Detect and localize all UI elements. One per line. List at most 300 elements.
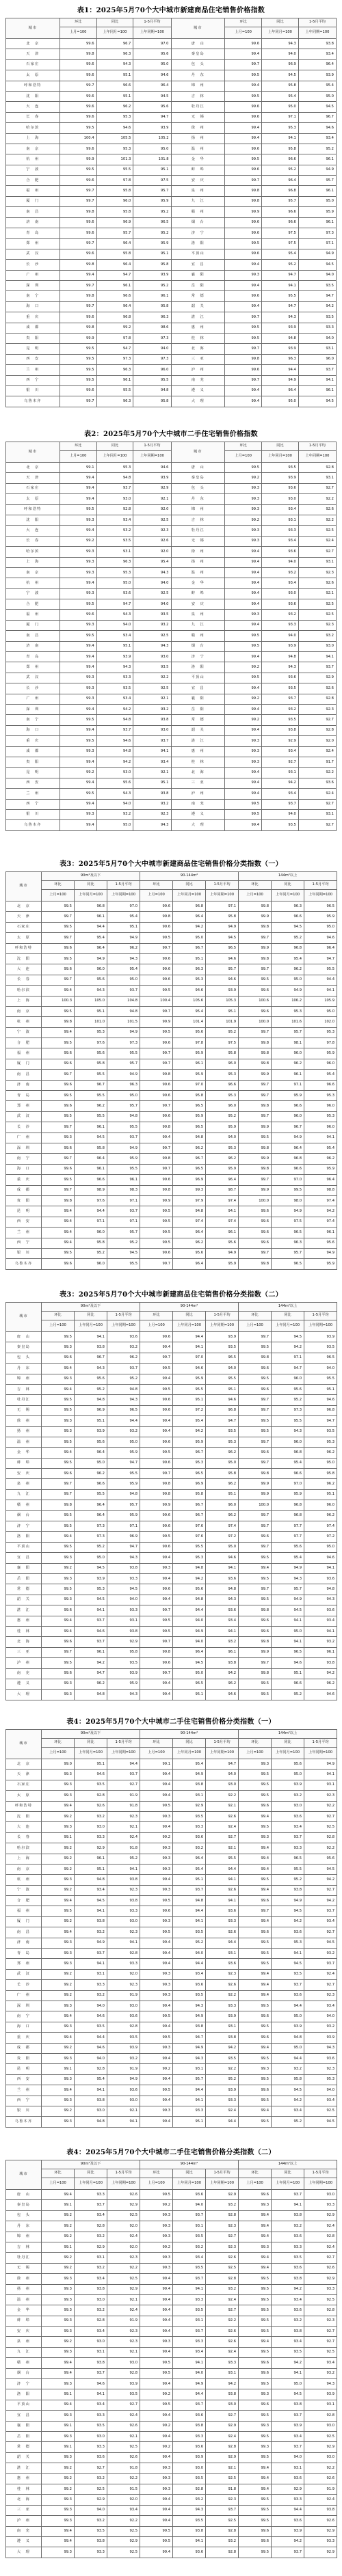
index-value: 97.0: [173, 1353, 206, 1363]
table-row: [6, 1510, 337, 1521]
index-value: 92.1: [107, 1822, 140, 1832]
index-value: 99.4: [225, 385, 262, 396]
table-row: [6, 1542, 337, 1552]
table-row: [6, 620, 337, 630]
city-name: 无 锡: [6, 2263, 42, 2273]
index-value: 93.3: [173, 1822, 206, 1832]
city-name: 天 津: [6, 49, 60, 59]
index-value: 92.6: [107, 2452, 140, 2463]
index-value: 92.3: [298, 567, 336, 578]
city-name: 岳 阳: [171, 280, 225, 290]
index-value: 95.0: [272, 1626, 304, 1636]
index-value: 99.6: [140, 1111, 173, 1122]
column-subheader: 上年同月=100: [75, 1748, 107, 1759]
index-value: 93.2: [75, 1927, 107, 1938]
column-group-header: 同比: [173, 2169, 206, 2178]
city-name: 青 岛: [6, 1091, 42, 1101]
index-value: 99.3: [225, 270, 262, 280]
index-value: 96.1: [298, 385, 336, 396]
index-value: 97.4: [304, 1217, 337, 1227]
index-value: 95.1: [173, 1395, 206, 1405]
index-value: 94.2: [272, 1916, 304, 1927]
index-value: 92.7: [206, 2305, 239, 2316]
index-value: 99.5: [239, 1770, 272, 1780]
index-value: 92.3: [107, 2337, 140, 2347]
index-value: 92.8: [298, 463, 336, 473]
city-name: 金 华: [6, 1448, 42, 1458]
city-name: 福 州: [6, 186, 60, 196]
city-name: 九 江: [6, 1489, 42, 1500]
index-value: 93.4: [75, 2274, 107, 2284]
index-value: 95.5: [206, 1374, 239, 1384]
index-value: 92.4: [206, 2106, 239, 2116]
index-value: 99.3: [42, 2001, 75, 2011]
index-value: 94.9: [272, 1896, 304, 1906]
index-value: 99.4: [60, 578, 96, 588]
index-value: 93.0: [75, 2337, 107, 2347]
index-value: 94.0: [75, 2053, 107, 2063]
index-value: 94.3: [96, 59, 133, 70]
city-name: 平顶山: [171, 249, 225, 259]
index-value: 93.4: [75, 1885, 107, 1895]
index-value: 94.0: [304, 1364, 337, 1374]
index-value: 99.5: [239, 1938, 272, 1948]
index-value: 99.9: [239, 1122, 272, 1133]
index-value: 93.2: [304, 2368, 337, 2378]
table-row: [6, 2106, 337, 2116]
column-group-header: 同比: [75, 881, 107, 890]
index-value: 93.5: [133, 610, 171, 620]
index-value: 93.4: [96, 694, 133, 704]
index-value: 99.5: [60, 736, 96, 746]
column-header-city: 城市: [171, 18, 225, 39]
index-value: 94.5: [75, 1896, 107, 1906]
city-name: 海 口: [6, 1164, 42, 1174]
index-value: 93.3: [107, 1959, 140, 1969]
city-name: 济 南: [6, 1080, 42, 1090]
index-value: 99.5: [239, 1791, 272, 1801]
index-value: 99.5: [42, 1906, 75, 1916]
index-value: 95.7: [272, 1584, 304, 1595]
index-value: 96.5: [133, 217, 171, 228]
table-row: [6, 2232, 337, 2242]
index-value: 99.4: [140, 2495, 173, 2505]
index-value: 93.6: [173, 2547, 206, 2558]
table-row: [6, 996, 337, 1006]
index-value: 92.9: [272, 2484, 304, 2494]
index-value: 92.9: [304, 2547, 337, 2558]
index-value: 99.6: [140, 1437, 173, 1447]
index-value: 93.8: [107, 1626, 140, 1636]
index-value: 92.6: [206, 2253, 239, 2263]
index-value: 99.3: [225, 494, 262, 504]
index-value: 93.1: [173, 1791, 206, 1801]
table-row: [6, 228, 337, 239]
header-row: [6, 442, 337, 451]
city-name: 银 川: [6, 385, 60, 396]
index-value: 95.8: [75, 1059, 107, 1069]
index-value: 99.5: [239, 1690, 272, 1700]
index-value: 92.1: [107, 2106, 140, 2116]
index-value: 99.0: [42, 1759, 75, 1770]
city-name: 石家庄: [6, 1780, 42, 1790]
index-value: 99.5: [140, 1801, 173, 1811]
table-row: [6, 2327, 337, 2337]
index-value: 94.3: [96, 610, 133, 620]
index-value: 93.5: [173, 2232, 206, 2242]
index-value: 99.3: [140, 2484, 173, 2494]
index-value: 95.3: [304, 2074, 337, 2085]
index-value: 99.5: [140, 1206, 173, 1217]
index-value: 92.0: [107, 2495, 140, 2505]
table-row: [6, 1690, 337, 1700]
index-value: 93.3: [173, 2337, 206, 2347]
index-value: 93.1: [75, 2347, 107, 2357]
index-value: 96.4: [75, 943, 107, 953]
table-row: [6, 270, 337, 280]
column-header-city: 城市: [6, 1303, 42, 1332]
city-name: 哈尔滨: [6, 1843, 42, 1854]
city-name: 成 都: [6, 1185, 42, 1195]
index-value: 92.7: [298, 547, 336, 557]
index-value: 99.5: [42, 1521, 75, 1532]
index-value: 99.5: [42, 1458, 75, 1468]
index-value: 95.0: [96, 578, 133, 588]
index-value: 94.4: [206, 1864, 239, 1874]
index-value: 93.3: [272, 2242, 304, 2252]
index-value: 95.1: [75, 1759, 107, 1770]
column-subheader: 上年同期=100: [206, 2178, 239, 2190]
index-value: 99.6: [42, 1164, 75, 1174]
city-name: 岳 阳: [6, 2431, 42, 2441]
index-value: 96.4: [96, 239, 133, 249]
index-value: 94.8: [272, 2033, 304, 2043]
index-value: 99.3: [42, 2516, 75, 2526]
column-subheader: 上年同月=100: [272, 890, 304, 901]
index-value: 91.8: [107, 2463, 140, 2473]
index-value: 96.4: [298, 59, 336, 70]
city-name: 长 沙: [6, 260, 60, 270]
index-value: 99.4: [239, 2232, 272, 2242]
index-value: 96.1: [173, 1059, 206, 1069]
index-value: 92.4: [304, 1969, 337, 1979]
table-row: [6, 144, 337, 154]
index-value: 96.0: [304, 1101, 337, 1111]
index-value: 94.5: [272, 2389, 304, 2400]
index-value: 95.3: [173, 1458, 206, 1468]
index-value: 95.1: [272, 1668, 304, 1679]
index-value: 99.6: [60, 112, 96, 122]
table-row: [6, 217, 337, 228]
index-value: 93.3: [262, 526, 299, 536]
index-value: 92.9: [206, 2421, 239, 2431]
index-value: 94.9: [173, 2043, 206, 2053]
index-value: 99.7: [225, 176, 262, 186]
index-value: 92.6: [107, 2190, 140, 2200]
table-row: [6, 2210, 337, 2221]
index-value: 99.5: [239, 1780, 272, 1790]
index-value: 96.3: [272, 901, 304, 912]
header-row: [6, 1312, 337, 1320]
index-value: 94.4: [173, 1332, 206, 1342]
index-value: 93.3: [206, 1916, 239, 1927]
index-value: 93.4: [262, 536, 299, 546]
index-value: 99.5: [42, 1038, 75, 1048]
index-value: 93.7: [272, 2547, 304, 2558]
index-value: 99.5: [239, 2347, 272, 2357]
index-value: 93.9: [262, 323, 299, 333]
index-value: 92.3: [304, 2316, 337, 2326]
index-value: 93.0: [107, 1916, 140, 1927]
index-value: 95.9: [304, 1048, 337, 1059]
city-name: 岳 阳: [6, 1573, 42, 1584]
city-name: 泉 州: [6, 2337, 42, 2347]
city-name: 郑 州: [6, 1959, 42, 1969]
index-value: 99.6: [140, 1542, 173, 1552]
index-value: 93.6: [262, 673, 299, 683]
index-value: 99.4: [140, 2452, 173, 2463]
index-value: 97.3: [133, 354, 171, 364]
index-value: 99.7: [140, 1059, 173, 1069]
index-value: 99.6: [140, 1038, 173, 1048]
index-value: 97.4: [206, 1195, 239, 1206]
index-value: 94.4: [304, 975, 337, 985]
index-value: 92.5: [133, 515, 171, 525]
index-value: 99.4: [42, 2526, 75, 2536]
index-value: 92.3: [107, 1980, 140, 1990]
index-value: 99.5: [225, 641, 262, 651]
index-value: 99.2: [42, 2106, 75, 2116]
index-value: 92.4: [206, 1822, 239, 1832]
index-value: 95.7: [96, 228, 133, 239]
index-value: 99.1: [42, 2442, 75, 2452]
table-row: [6, 1668, 337, 1679]
index-value: 99.9: [225, 207, 262, 217]
city-name: 长 春: [6, 1832, 42, 1843]
index-value: 96.2: [304, 1448, 337, 1458]
index-value: 99.5: [225, 333, 262, 343]
column-subheader: 上年同期=100: [133, 27, 171, 39]
index-value: 99.2: [140, 2389, 173, 2400]
index-value: 96.4: [75, 1448, 107, 1458]
city-name: 烟 台: [171, 641, 225, 651]
index-value: 93.3: [304, 2200, 337, 2210]
index-value: 99.9: [60, 154, 96, 165]
city-name: 天 津: [6, 473, 60, 483]
index-value: 93.6: [272, 2473, 304, 2484]
column-group-header: 同比: [173, 881, 206, 890]
index-value: 94.2: [272, 1342, 304, 1353]
table-row: [6, 1595, 337, 1605]
index-value: 99.1: [42, 1832, 75, 1843]
index-value: 95.0: [75, 1553, 107, 1563]
index-value: 95.8: [107, 1647, 140, 1657]
city-name: 济 宁: [171, 228, 225, 239]
table-row: [6, 504, 337, 515]
index-value: 92.3: [206, 2221, 239, 2232]
column-subheader: 上年同月=100: [272, 1748, 304, 1759]
index-value: 99.2: [42, 2253, 75, 2263]
index-value: 99.4: [140, 1949, 173, 1959]
index-value: 99.4: [140, 2347, 173, 2357]
index-value: 94.5: [75, 1595, 107, 1605]
index-value: 93.6: [107, 1332, 140, 1342]
city-name: 赣 州: [171, 631, 225, 641]
index-value: 93.8: [75, 2358, 107, 2368]
index-value: 92.2: [304, 2463, 337, 2473]
index-value: 99.2: [42, 2221, 75, 2232]
table-row: [6, 1616, 337, 1626]
column-subheader: 上月=100: [42, 1320, 75, 1332]
index-value: 93.3: [75, 1832, 107, 1843]
index-value: 93.4: [262, 504, 299, 515]
index-value: 93.5: [75, 2421, 107, 2431]
index-value: 93.0: [96, 494, 133, 504]
table-row: [6, 1101, 337, 1111]
index-value: 99.5: [60, 789, 96, 799]
index-value: 94.5: [107, 1584, 140, 1595]
index-value: 95.4: [173, 1416, 206, 1426]
index-value: 99.8: [239, 901, 272, 912]
index-value: 96.9: [96, 217, 133, 228]
index-value: 95.9: [272, 1489, 304, 1500]
index-value: 93.2: [304, 1637, 337, 1647]
index-value: 93.8: [75, 2096, 107, 2106]
index-value: 99.6: [140, 901, 173, 912]
index-value: 95.9: [206, 1164, 239, 1174]
table-row: [6, 2190, 337, 2200]
index-value: 99.5: [140, 1448, 173, 1458]
city-name: 大 理: [6, 1690, 42, 1700]
column-subheader: 上年同期=100: [107, 890, 140, 901]
table-row: [6, 207, 337, 217]
index-value: 92.3: [133, 809, 171, 819]
index-value: 101.8: [133, 154, 171, 165]
size-group-header: 90m²及以下: [42, 2160, 140, 2169]
index-value: 94.6: [206, 975, 239, 985]
index-value: 96.2: [304, 1679, 337, 1689]
city-name: 丹 东: [171, 70, 225, 81]
index-value: 92.6: [206, 2337, 239, 2347]
city-name: 成 都: [6, 746, 60, 757]
index-value: 94.3: [96, 662, 133, 673]
table-row: [6, 964, 337, 975]
index-value: 93.0: [262, 494, 299, 504]
index-value: 99.8: [140, 1479, 173, 1489]
city-name: 青 岛: [6, 652, 60, 662]
index-value: 95.8: [206, 1048, 239, 1059]
city-name: 大 理: [171, 820, 225, 830]
index-value: 95.3: [96, 463, 133, 473]
city-name: 青 岛: [6, 228, 60, 239]
index-value: 99.4: [239, 1811, 272, 1821]
index-value: 97.5: [262, 228, 299, 239]
index-value: 99.4: [225, 778, 262, 788]
table-row: [6, 704, 337, 714]
city-name: 桂 林: [171, 333, 225, 343]
column-group-header: 1-5月平均: [206, 1739, 239, 1748]
index-value: 105.2: [133, 133, 171, 144]
index-value: 99.4: [140, 1959, 173, 1969]
index-value: 94.1: [173, 1342, 206, 1353]
index-value: 99.3: [225, 610, 262, 620]
index-value: 99.2: [96, 323, 133, 333]
column-group-header: 环比: [140, 1739, 173, 1748]
city-name: 杭 州: [6, 578, 60, 588]
column-subheader: 上月=100: [140, 1748, 173, 1759]
index-value: 93.8: [75, 1916, 107, 1927]
index-value: 99.3: [225, 736, 262, 746]
city-name: 贵 阳: [6, 2053, 42, 2063]
index-value: 93.0: [304, 2421, 337, 2431]
index-value: 99.5: [140, 2358, 173, 2368]
index-value: 99.6: [42, 1353, 75, 1363]
index-value: 96.7: [96, 39, 133, 49]
index-value: 99.4: [42, 1626, 75, 1636]
index-value: 99.6: [140, 1395, 173, 1405]
index-value: 95.0: [304, 1542, 337, 1552]
index-value: 96.5: [173, 1122, 206, 1133]
index-value: 94.9: [107, 1027, 140, 1038]
index-value: 99.2: [42, 1969, 75, 1979]
index-value: 99.6: [239, 1006, 272, 1016]
index-value: 94.0: [133, 599, 171, 610]
index-value: 92.4: [298, 789, 336, 799]
index-value: 94.9: [173, 2379, 206, 2389]
table-row: [6, 820, 337, 830]
index-value: 95.4: [304, 1143, 337, 1153]
city-name: 上 海: [6, 1854, 42, 1864]
column-group-header: 同比: [272, 881, 304, 890]
index-value: 99.4: [239, 1980, 272, 1990]
index-value: 97.4: [206, 1521, 239, 1532]
index-value: 94.9: [298, 165, 336, 175]
table-row: [6, 1500, 337, 1510]
city-name: 牡丹江: [6, 1395, 42, 1405]
city-name: 长 春: [6, 536, 60, 546]
index-value: 95.4: [107, 912, 140, 922]
index-value: 99.4: [225, 49, 262, 59]
index-value: 92.3: [107, 1885, 140, 1895]
index-value: 99.6: [225, 112, 262, 122]
index-value: 92.3: [298, 620, 336, 630]
table-row: [6, 1364, 337, 1374]
index-value: 93.8: [173, 1780, 206, 1790]
index-value: 94.8: [173, 1133, 206, 1143]
index-value: 99.2: [42, 2210, 75, 2221]
column-group-header: 环比: [239, 881, 272, 890]
index-value: 93.7: [272, 1832, 304, 1843]
index-value: 99.3: [60, 673, 96, 683]
index-value: 94.6: [206, 1553, 239, 1563]
index-value: 93.8: [75, 2284, 107, 2294]
index-value: 99.4: [239, 1916, 272, 1927]
index-value: 99.5: [225, 154, 262, 165]
index-value: 95.3: [304, 1111, 337, 1122]
index-value: 93.0: [206, 2400, 239, 2410]
index-value: 99.6: [42, 1637, 75, 1647]
index-value: 92.7: [304, 1811, 337, 1821]
table-row: [6, 39, 337, 49]
city-name: 杭 州: [6, 1875, 42, 1885]
index-value: 99.3: [60, 515, 96, 525]
index-value: 99.6: [239, 1616, 272, 1626]
index-value: 92.2: [298, 515, 336, 525]
index-value: 99.3: [239, 2442, 272, 2452]
index-value: 99.3: [42, 1949, 75, 1959]
index-value: 93.2: [133, 799, 171, 809]
index-value: 99.7: [239, 1510, 272, 1521]
